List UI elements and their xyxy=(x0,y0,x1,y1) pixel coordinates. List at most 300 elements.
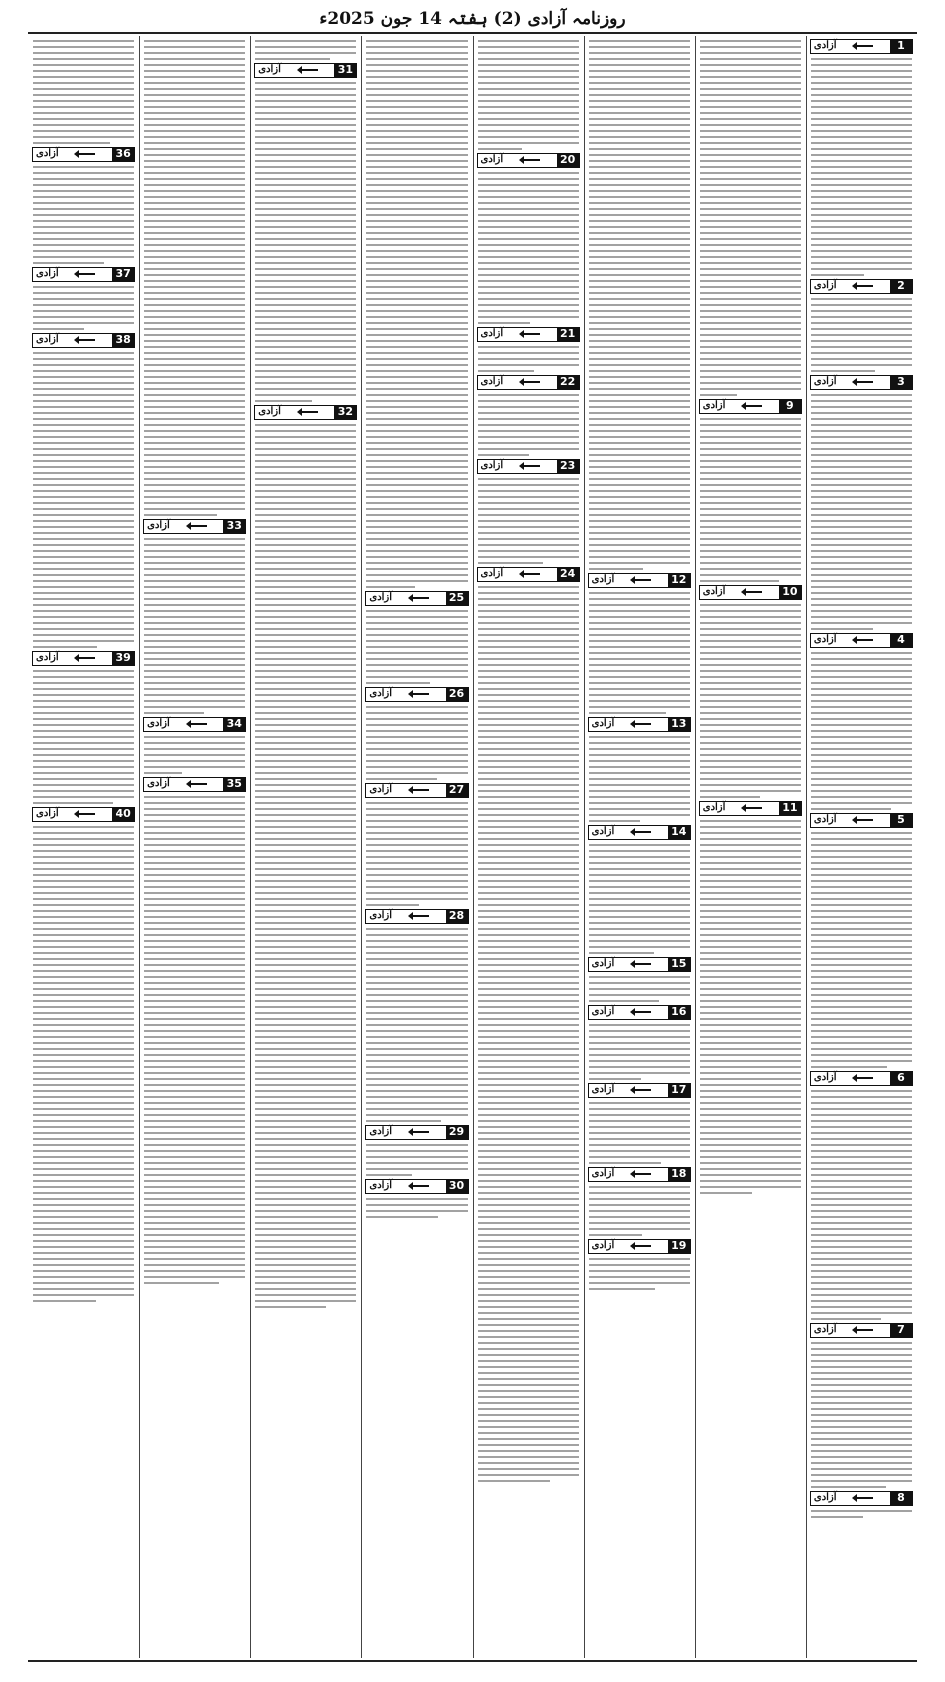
news-item-brand: آزادی xyxy=(813,1324,837,1335)
news-item-header xyxy=(588,825,691,840)
news-item-number: 29 xyxy=(446,1126,468,1139)
text-line xyxy=(255,784,356,786)
text-line xyxy=(144,694,245,696)
text-line xyxy=(255,208,356,210)
arrow-left-icon xyxy=(411,1185,429,1187)
text-line xyxy=(478,802,579,804)
text-line xyxy=(589,64,690,66)
text-line xyxy=(144,280,245,282)
news-item-header xyxy=(365,591,468,606)
text-line xyxy=(811,1102,912,1104)
text-line xyxy=(366,718,467,720)
text-line xyxy=(144,502,245,504)
text-line xyxy=(700,226,801,228)
news-item-brand: آزادی xyxy=(591,718,615,729)
news-item-brand: آزادی xyxy=(147,520,170,531)
text-line xyxy=(589,880,690,882)
text-line xyxy=(33,844,134,846)
text-line xyxy=(811,916,912,918)
text-line xyxy=(255,772,356,774)
text-line xyxy=(700,1030,801,1032)
news-item-number: 11 xyxy=(779,802,801,815)
text-line xyxy=(33,376,134,378)
text-line xyxy=(33,1036,134,1038)
text-line xyxy=(811,1360,912,1362)
text-line xyxy=(144,676,245,678)
text-line xyxy=(366,742,467,744)
text-line xyxy=(478,322,531,324)
text-line xyxy=(700,1132,801,1134)
arrow-left-icon xyxy=(633,1011,651,1013)
news-item-header xyxy=(810,279,913,294)
news-item-brand: آزادی xyxy=(702,802,726,813)
text-line xyxy=(478,1090,579,1092)
text-line xyxy=(589,496,690,498)
text-line xyxy=(700,436,801,438)
text-line xyxy=(700,622,801,624)
text-line xyxy=(478,100,579,102)
text-line xyxy=(255,118,356,120)
text-line xyxy=(33,616,134,618)
text-line xyxy=(33,382,134,384)
text-line xyxy=(33,1012,134,1014)
text-line xyxy=(811,1474,912,1476)
text-line xyxy=(255,466,356,468)
news-item-brand: آزادی xyxy=(591,826,615,837)
text-line xyxy=(700,430,801,432)
news-item-text xyxy=(366,610,467,684)
text-line xyxy=(700,424,801,426)
news-item-header xyxy=(477,327,580,342)
news-item-brand: آزادی xyxy=(480,460,504,471)
text-line xyxy=(811,928,912,930)
text-line xyxy=(811,220,912,222)
text-line xyxy=(478,826,579,828)
text-line xyxy=(33,1096,134,1098)
text-line xyxy=(811,1420,912,1422)
text-line xyxy=(589,328,690,330)
news-item-header xyxy=(588,573,691,588)
news-item-header xyxy=(588,957,691,972)
text-line xyxy=(255,646,356,648)
text-line xyxy=(478,148,522,150)
text-line xyxy=(366,214,467,216)
text-line xyxy=(144,460,245,462)
text-line xyxy=(700,1072,801,1074)
text-line xyxy=(255,430,356,432)
text-line xyxy=(811,1120,912,1122)
text-line xyxy=(589,892,690,894)
text-line xyxy=(811,1288,912,1290)
text-line xyxy=(811,850,912,852)
text-line xyxy=(144,562,245,564)
text-line xyxy=(589,760,690,762)
text-line xyxy=(811,1246,912,1248)
text-line xyxy=(811,244,912,246)
text-line xyxy=(255,814,356,816)
text-line xyxy=(811,406,912,408)
text-line xyxy=(144,652,245,654)
text-line xyxy=(33,904,134,906)
arrow-left-icon xyxy=(411,915,429,917)
text-line xyxy=(255,328,356,330)
text-line xyxy=(366,1162,467,1164)
text-line xyxy=(366,550,467,552)
text-line xyxy=(700,694,801,696)
text-line xyxy=(33,502,134,504)
news-item-brand: آزادی xyxy=(591,574,615,585)
text-line xyxy=(589,304,690,306)
news-item-brand: آزادی xyxy=(813,1072,837,1083)
text-line xyxy=(255,286,356,288)
text-line xyxy=(366,532,467,534)
news-item-brand: آزادی xyxy=(36,148,59,159)
news-item-number: 28 xyxy=(446,910,468,923)
news-item-brand: آزادی xyxy=(258,64,281,75)
text-line xyxy=(33,82,134,84)
text-line xyxy=(33,1042,134,1044)
text-line xyxy=(700,328,801,330)
news-item-brand: آزادی xyxy=(147,778,170,789)
text-line xyxy=(478,628,579,630)
text-line xyxy=(144,1078,245,1080)
text-line xyxy=(811,748,912,750)
text-line xyxy=(255,340,356,342)
text-line xyxy=(478,538,579,540)
text-line xyxy=(366,64,467,66)
text-line xyxy=(33,316,134,318)
text-line xyxy=(478,310,579,312)
arrow-left-icon xyxy=(77,813,95,815)
text-line xyxy=(811,112,912,114)
text-line xyxy=(589,1072,690,1074)
text-line xyxy=(478,436,579,438)
text-line xyxy=(33,760,134,762)
text-line xyxy=(33,70,134,72)
text-line xyxy=(478,514,579,516)
text-line xyxy=(255,1192,356,1194)
news-item-number: 8 xyxy=(890,1492,912,1505)
text-line xyxy=(478,1066,579,1068)
text-line xyxy=(144,46,245,48)
text-line xyxy=(366,946,467,948)
text-line xyxy=(366,574,467,576)
news-item-brand: آزادی xyxy=(258,406,281,417)
news-item-number: 23 xyxy=(557,460,579,473)
text-line xyxy=(700,724,801,726)
text-line xyxy=(366,1030,467,1032)
text-line xyxy=(33,598,134,600)
text-line xyxy=(700,124,801,126)
text-line xyxy=(366,460,467,462)
text-line xyxy=(811,1018,912,1020)
arrow-left-icon xyxy=(744,405,762,407)
text-line xyxy=(255,334,356,336)
text-line xyxy=(33,688,134,690)
text-line xyxy=(700,838,801,840)
text-line xyxy=(144,940,245,942)
text-line xyxy=(478,1378,579,1380)
news-item-header xyxy=(32,147,135,162)
text-line xyxy=(33,292,134,294)
news-item-text xyxy=(811,652,912,810)
text-line xyxy=(478,484,579,486)
text-line xyxy=(700,382,801,384)
news-column xyxy=(697,36,804,1658)
text-line xyxy=(144,172,245,174)
arrow-left-icon xyxy=(189,723,207,725)
text-line xyxy=(700,508,801,510)
text-line xyxy=(144,856,245,858)
text-line xyxy=(33,934,134,936)
news-item-text xyxy=(144,796,245,1284)
text-line xyxy=(33,448,134,450)
text-line xyxy=(589,886,690,888)
text-line xyxy=(589,40,690,42)
text-line xyxy=(366,814,467,816)
news-item-number: 20 xyxy=(557,154,579,167)
news-item-number: 4 xyxy=(890,634,912,647)
news-item-number: 35 xyxy=(223,778,245,791)
text-line xyxy=(33,478,134,480)
news-item-brand: آزادی xyxy=(813,280,837,291)
text-line xyxy=(589,916,690,918)
text-line xyxy=(144,322,245,324)
text-line xyxy=(589,484,690,486)
text-line xyxy=(700,46,801,48)
text-line xyxy=(478,268,579,270)
arrow-left-icon xyxy=(411,597,429,599)
text-line xyxy=(700,1084,801,1086)
text-line xyxy=(589,664,690,666)
text-line xyxy=(478,214,579,216)
text-line xyxy=(144,406,245,408)
news-item-number: 3 xyxy=(890,376,912,389)
text-line xyxy=(811,736,912,738)
text-line xyxy=(811,346,912,348)
text-line xyxy=(700,958,801,960)
text-line xyxy=(366,388,467,390)
news-item-number: 37 xyxy=(112,268,134,281)
text-line xyxy=(255,1216,356,1218)
text-line xyxy=(811,130,912,132)
text-line xyxy=(366,172,467,174)
text-line xyxy=(700,142,801,144)
text-line xyxy=(144,742,245,744)
news-item-number: 10 xyxy=(779,586,801,599)
text-line xyxy=(589,472,690,474)
text-line xyxy=(33,1246,134,1248)
text-line xyxy=(811,316,912,318)
news-item-brand: آزادی xyxy=(813,40,837,51)
text-line xyxy=(478,868,579,870)
text-line xyxy=(811,922,912,924)
text-line xyxy=(811,1204,912,1206)
text-line xyxy=(255,832,356,834)
text-line xyxy=(589,766,690,768)
text-line xyxy=(255,178,356,180)
text-line xyxy=(366,304,467,306)
text-line xyxy=(811,1210,912,1212)
news-item-number: 5 xyxy=(890,814,912,827)
text-line xyxy=(811,604,912,606)
text-line xyxy=(366,178,467,180)
text-line xyxy=(33,1084,134,1086)
text-line xyxy=(144,1228,245,1230)
text-line xyxy=(255,184,356,186)
text-line xyxy=(478,682,579,684)
text-line xyxy=(811,1048,912,1050)
text-line xyxy=(700,292,801,294)
text-line xyxy=(700,766,801,768)
text-line xyxy=(255,796,356,798)
news-item-brand: آزادی xyxy=(147,718,170,729)
text-line xyxy=(589,940,690,942)
text-line xyxy=(589,442,690,444)
text-line xyxy=(144,1276,245,1278)
text-line xyxy=(144,70,245,72)
text-line xyxy=(589,1276,690,1278)
news-item-text xyxy=(811,1342,912,1488)
text-line xyxy=(811,778,912,780)
text-line xyxy=(144,976,245,978)
text-line xyxy=(255,268,356,270)
text-line xyxy=(33,232,134,234)
text-line xyxy=(144,238,245,240)
news-item-text xyxy=(366,40,467,588)
news-item-brand: آزادی xyxy=(369,910,393,921)
text-line xyxy=(811,844,912,846)
text-line xyxy=(144,616,245,618)
text-line xyxy=(366,244,467,246)
text-line xyxy=(144,610,245,612)
news-item-text xyxy=(33,670,134,804)
text-line xyxy=(33,670,134,672)
text-line xyxy=(478,550,579,552)
text-line xyxy=(144,928,245,930)
text-line xyxy=(589,1210,690,1212)
text-line xyxy=(811,310,912,312)
text-line xyxy=(700,1078,801,1080)
text-line xyxy=(366,634,467,636)
text-line xyxy=(478,454,530,456)
text-line xyxy=(33,874,134,876)
text-line xyxy=(366,778,437,780)
text-line xyxy=(366,184,467,186)
text-line xyxy=(366,58,467,60)
text-line xyxy=(589,520,690,522)
text-line xyxy=(255,904,356,906)
text-line xyxy=(144,556,245,558)
text-line xyxy=(811,772,912,774)
text-line xyxy=(811,970,912,972)
text-line xyxy=(478,772,579,774)
text-line xyxy=(700,358,801,360)
text-line xyxy=(478,742,579,744)
text-line xyxy=(700,322,801,324)
text-line xyxy=(589,934,690,936)
text-line xyxy=(589,808,690,810)
text-line xyxy=(478,196,579,198)
text-line xyxy=(589,1126,690,1128)
text-line xyxy=(811,1450,912,1452)
news-item-text xyxy=(255,424,356,1308)
text-line xyxy=(811,628,873,630)
text-line xyxy=(478,748,579,750)
text-line xyxy=(366,124,467,126)
text-line xyxy=(700,664,801,666)
text-line xyxy=(700,988,801,990)
text-line xyxy=(33,1006,134,1008)
text-line xyxy=(366,148,467,150)
text-line xyxy=(255,682,356,684)
text-line xyxy=(33,130,134,132)
text-line xyxy=(255,142,356,144)
text-line xyxy=(144,64,245,66)
text-line xyxy=(144,1162,245,1164)
text-line xyxy=(478,556,579,558)
text-line xyxy=(33,736,134,738)
text-line xyxy=(589,568,644,570)
text-line xyxy=(700,1120,801,1122)
text-line xyxy=(478,1078,579,1080)
text-line xyxy=(589,1120,690,1122)
text-line xyxy=(700,550,801,552)
text-line xyxy=(144,52,245,54)
text-line xyxy=(366,514,467,516)
text-line xyxy=(144,922,245,924)
news-item-brand: آزادی xyxy=(36,268,59,279)
text-line xyxy=(144,1108,245,1110)
text-line xyxy=(700,1156,801,1158)
text-line xyxy=(144,1252,245,1254)
text-line xyxy=(700,1024,801,1026)
news-item-text xyxy=(811,298,912,372)
text-line xyxy=(811,304,912,306)
text-line xyxy=(478,1210,579,1212)
text-line xyxy=(33,1210,134,1212)
top-rule xyxy=(28,32,917,34)
text-line xyxy=(811,1126,912,1128)
text-line xyxy=(33,544,134,546)
text-line xyxy=(366,940,467,942)
text-line xyxy=(33,1132,134,1134)
news-column xyxy=(808,36,915,1658)
text-line xyxy=(811,1516,864,1518)
text-line xyxy=(478,1048,579,1050)
text-line xyxy=(33,322,134,324)
text-line xyxy=(589,106,690,108)
text-line xyxy=(144,1198,245,1200)
text-line xyxy=(478,880,579,882)
text-line xyxy=(700,970,801,972)
column-rule xyxy=(139,36,140,1658)
text-line xyxy=(33,832,134,834)
text-line xyxy=(366,1150,467,1152)
text-line xyxy=(144,634,245,636)
text-line xyxy=(589,628,690,630)
text-line xyxy=(811,190,912,192)
text-line xyxy=(255,538,356,540)
text-line xyxy=(255,130,356,132)
text-line xyxy=(144,844,245,846)
news-item-text xyxy=(478,346,579,372)
text-line xyxy=(255,490,356,492)
text-line xyxy=(366,730,467,732)
text-line xyxy=(144,772,181,774)
text-line xyxy=(144,1048,245,1050)
text-line xyxy=(589,238,690,240)
